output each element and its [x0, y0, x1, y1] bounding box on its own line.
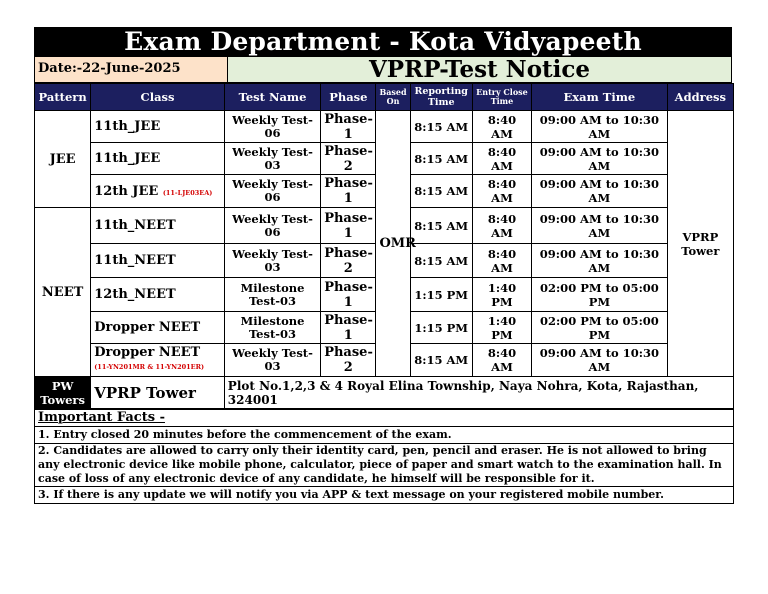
exam-notice-sheet — [34, 27, 732, 504]
header-test-name: Test Name — [224, 84, 320, 111]
reporting-cell: 8:15 AM — [410, 143, 472, 175]
header-reporting-time: Reporting Time — [410, 84, 472, 111]
phase-cell: Phase-2 — [321, 344, 376, 377]
class-cell: 11th_JEE — [91, 111, 225, 143]
test-name-cell: Weekly Test-03 — [224, 244, 320, 278]
notice-date: Date:-22-June-2025 — [35, 57, 228, 82]
header-class: Class — [91, 84, 225, 111]
class-cell: 11th_NEET — [91, 244, 225, 278]
test-name-cell: Weekly Test-06 — [224, 111, 320, 143]
pattern-neet: NEET — [35, 208, 91, 377]
exam-time-cell: 09:00 AM to 10:30 AM — [532, 111, 668, 143]
header-phase: Phase — [321, 84, 376, 111]
table-header-row — [35, 84, 734, 111]
notice-title: VPRP-Test Notice — [228, 57, 731, 82]
table-row — [35, 111, 734, 143]
fact-item: 2. Candidates are allowed to carry only their identity card, pen, pencil and eraser. He is not allowed to bring any electronic device like mobile phone, calculator, piece of paper and smart watch to the examination hall. In case of loss of any electronic device of any candidate, he himself will be responsible for it. — [35, 444, 734, 487]
class-cell: Dropper NEET (11-YN201MR & 11-YN201ER) — [91, 344, 225, 377]
address-vprp-tower: VPRP Tower — [667, 111, 733, 377]
header-address: Address — [667, 84, 733, 111]
tower-address: Plot No.1,2,3 & 4 Royal Elina Township, Naya Nohra, Kota, Rajasthan, 324001 — [224, 377, 733, 409]
towers-row — [35, 377, 734, 409]
entry-close-cell: 8:40 AM — [472, 208, 531, 244]
batch-note: (11-LJE03EA) — [162, 188, 213, 197]
header-exam-time: Exam Time — [532, 84, 668, 111]
entry-close-cell: 8:40 AM — [472, 111, 531, 143]
exam-time-cell: 02:00 PM to 05:00 PM — [532, 312, 668, 344]
pw-towers-label: PW Towers — [35, 377, 91, 409]
header-based-on: Based On — [376, 84, 410, 111]
important-facts — [34, 409, 734, 504]
phase-cell: Phase-1 — [321, 175, 376, 208]
header-pattern: Pattern — [35, 84, 91, 111]
reporting-cell: 8:15 AM — [410, 244, 472, 278]
class-cell: Dropper NEET — [91, 312, 225, 344]
reporting-cell: 8:15 AM — [410, 344, 472, 377]
phase-cell: Phase-1 — [321, 312, 376, 344]
reporting-cell: 8:15 AM — [410, 111, 472, 143]
facts-heading: Important Facts - — [35, 410, 734, 427]
entry-close-cell: 1:40 PM — [472, 278, 531, 312]
reporting-cell: 1:15 PM — [410, 312, 472, 344]
pattern-jee: JEE — [35, 111, 91, 208]
exam-time-cell: 09:00 AM to 10:30 AM — [532, 143, 668, 175]
entry-close-cell: 8:40 AM — [472, 344, 531, 377]
test-name-cell: Weekly Test-03 — [224, 344, 320, 377]
entry-close-cell: 8:40 AM — [472, 143, 531, 175]
class-cell: 11th_NEET — [91, 208, 225, 244]
phase-cell: Phase-1 — [321, 208, 376, 244]
batch-note: (11-YN201MR & 11-YN201ER) — [94, 363, 205, 371]
exam-time-cell: 09:00 AM to 10:30 AM — [532, 175, 668, 208]
class-cell: 12th_NEET — [91, 278, 225, 312]
reporting-cell: 1:15 PM — [410, 278, 472, 312]
based-on-omr: OMR — [376, 111, 410, 377]
exam-time-cell: 09:00 AM to 10:30 AM — [532, 344, 668, 377]
phase-cell: Phase-2 — [321, 143, 376, 175]
entry-close-cell: 8:40 AM — [472, 175, 531, 208]
exam-time-cell: 09:00 AM to 10:30 AM — [532, 208, 668, 244]
reporting-cell: 8:15 AM — [410, 175, 472, 208]
entry-close-cell: 8:40 AM — [472, 244, 531, 278]
department-title: Exam Department - Kota Vidyapeeth — [34, 27, 732, 57]
header-entry-close-time: Entry Close Time — [472, 84, 531, 111]
date-notice-row — [34, 57, 732, 83]
phase-cell: Phase-1 — [321, 111, 376, 143]
test-name-cell: Milestone Test-03 — [224, 278, 320, 312]
test-name-cell: Weekly Test-03 — [224, 143, 320, 175]
reporting-cell: 8:15 AM — [410, 208, 472, 244]
test-name-cell: Weekly Test-06 — [224, 208, 320, 244]
class-cell: 11th_JEE — [91, 143, 225, 175]
fact-item: 1. Entry closed 20 minutes before the commencement of the exam. — [35, 427, 734, 444]
fact-item: 3. If there is any update we will notify you via APP & text message on your registered mobile number. — [35, 487, 734, 504]
entry-close-cell: 1:40 PM — [472, 312, 531, 344]
phase-cell: Phase-2 — [321, 244, 376, 278]
schedule-table — [34, 83, 734, 409]
class-cell: 12th JEE (11-LJE03EA) — [91, 175, 225, 208]
exam-time-cell: 09:00 AM to 10:30 AM — [532, 244, 668, 278]
test-name-cell: Milestone Test-03 — [224, 312, 320, 344]
phase-cell: Phase-1 — [321, 278, 376, 312]
tower-name: VPRP Tower — [91, 377, 225, 409]
test-name-cell: Weekly Test-06 — [224, 175, 320, 208]
exam-time-cell: 02:00 PM to 05:00 PM — [532, 278, 668, 312]
